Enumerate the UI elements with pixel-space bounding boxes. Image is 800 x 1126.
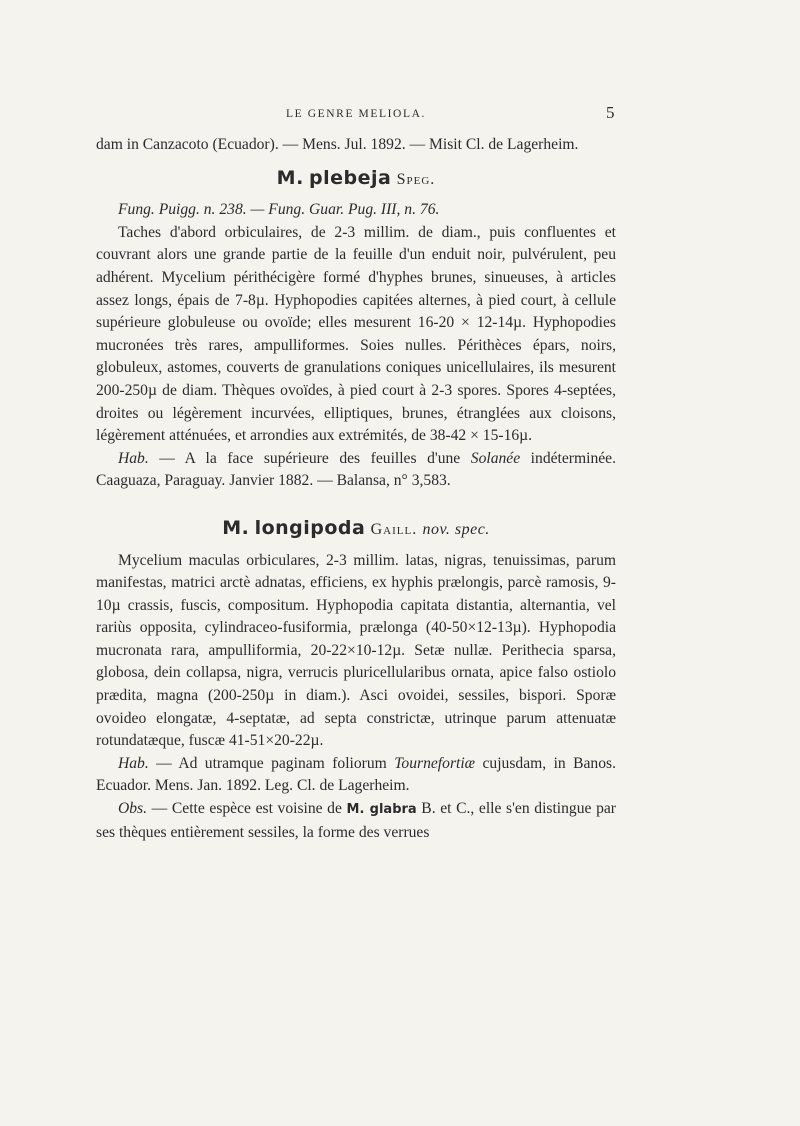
- citation-paragraph: Fung. Puigg. n. 238. — Fung. Guar. Pug. III, n. 76.: [118, 201, 440, 219]
- description-paragraph: Taches d'abord orbiculaires, de 2-3 millim. de diam., puis confluentes et couvrant alors une grande partie de la feuille d'un enduit noir, pulvérulent, peu adhérent. Mycelium périthécigère formé d'hyphes brunes, sinueuses, à articles assez longs, épais de 7-8µ. Hyphopodies capitées alternes, à pied court, à cellule supérieure globuleuse ou ovoïde; elles mesurent 16-20 × 12-14µ. Hyphopodies mucronées très rares, ampulliformes. Soies nulles. Périthèces épars, noirs, globuleux, astomes, couverts de granulations coniques unicellulaires, ils mesurent 200-250µ de diam. Thèques ovoïdes, à pied court à 2-3 spores. Spores 4-septées, droites ou légèrement incurvées, elliptiques, brunes, étranglées aux cloisons, légèrement atténuées, et arrondies aux extrémités, de 38-42 × 15-16µ.: [96, 223, 616, 445]
- obs-label: Obs.: [118, 800, 148, 818]
- description-paragraph: Mycelium maculas orbiculares, 2-3 millim. latas, nigras, tenuissimas, parum manifestas, matrici arctè adnatas, efficiens, ex hyphis prælongis, parcè ramosis, 9-10µ crassis, fuscis, compositum. Hyphopodia capitata distantia, alternantia, vel rariùs opposita, cylindraceo-fusiformia, prælonga (40-50×12-13µ). Hyphopodia mucronata rara, ampulliformia, 20-22×10-12µ. Setæ nullæ. Perithecia sparsa, globosa, dein collapsa, nigra, verrucis pluricellularibus ornata, apice falso ostiolo prædita, magna (200-250µ in diam.). Asci ovoidei, sessiles, bispori. Sporæ ovoideo elongatæ, 4-septatæ, ad septa constrictæ, utrinque parum attenuatæ rotundatæque, fuscæ 41-51×20-22µ.: [96, 551, 616, 750]
- obs-text-before: — Cette espèce est voisine de: [147, 800, 347, 818]
- page-number: 5: [606, 103, 615, 122]
- species-author: Speg.: [396, 170, 436, 188]
- hab-label: Hab.: [118, 449, 149, 467]
- running-head: LE GENRE MELIOLA.: [286, 108, 426, 120]
- species-heading-plebeja: [96, 167, 616, 192]
- hab-text-before: — A la face supérieure des feuilles d'une: [148, 449, 471, 467]
- habitat-paragraph: [96, 753, 616, 798]
- hab-label: Hab.: [118, 754, 149, 772]
- obs-species-reference: M. glabra: [346, 802, 417, 818]
- species-heading-longipoda: [96, 517, 616, 542]
- hab-plant: Solanée: [470, 449, 521, 467]
- intro-paragraph: dam in Canzacoto (Ecuador). — Mens. Jul. 1892. — Misit Cl. de Lagerheim.: [96, 136, 579, 153]
- obs-text-after: B. et C., elle s'en distingue par ses thèques entièrement sessiles, la forme des verrues: [96, 800, 616, 841]
- species-author: Gaill.: [370, 520, 418, 538]
- species-epithet: plebeja: [309, 166, 392, 189]
- page-body: [96, 134, 616, 844]
- habitat-paragraph: [96, 448, 616, 493]
- species-status: nov. spec.: [422, 520, 490, 538]
- observation-paragraph: [96, 798, 616, 844]
- hab-plant: Tournefortiæ: [394, 754, 476, 772]
- hab-text-after: cujusdam, in Banos. Ecuador. Mens. Jan. 1892. Leg. Cl. de Lagerheim.: [96, 754, 616, 795]
- species-genus: M.: [222, 516, 250, 539]
- species-genus: M.: [276, 166, 304, 189]
- hab-text-before: — Ad utramque paginam foliorum: [148, 754, 395, 772]
- hab-text-after: indéterminée. Caaguaza, Paraguay. Janvier 1882. — Balansa, n° 3,583.: [96, 449, 616, 490]
- species-epithet: longipoda: [254, 516, 366, 539]
